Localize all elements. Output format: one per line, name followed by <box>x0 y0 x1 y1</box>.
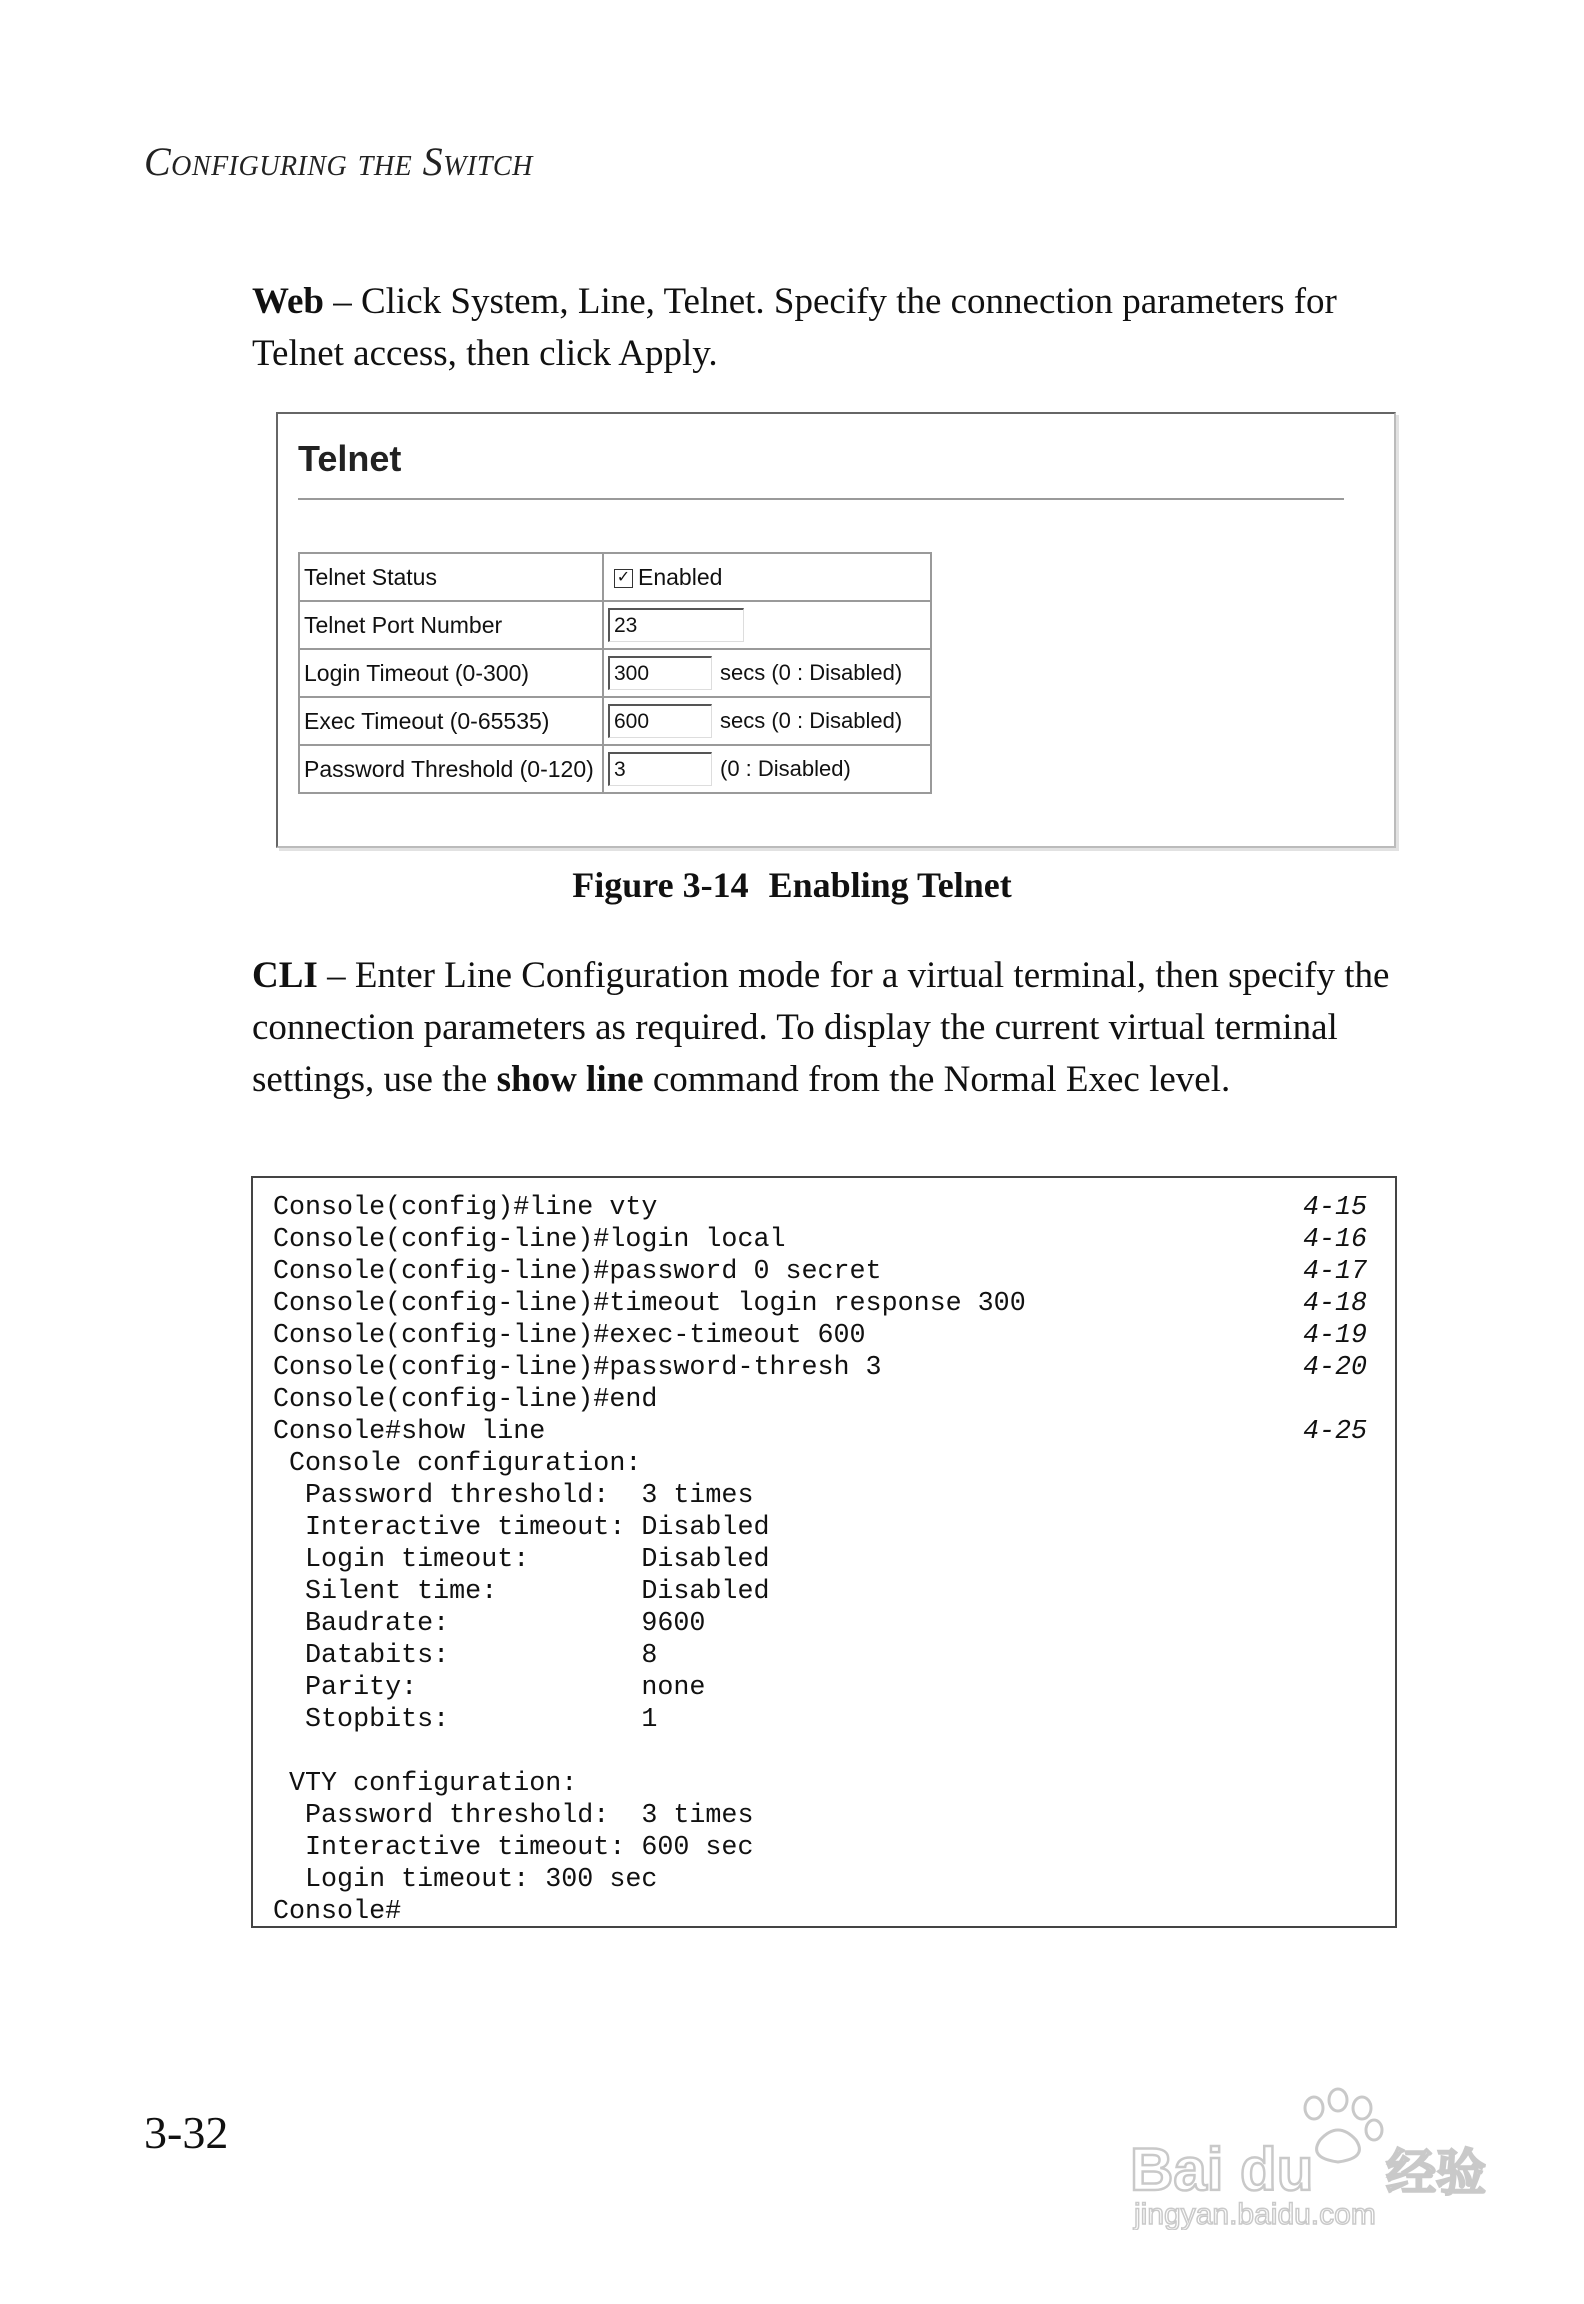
telnet-settings-table <box>298 552 932 794</box>
exec-timeout-label: Exec Timeout (0-65535) <box>299 697 603 745</box>
cli-line-text: Stopbits: 1 <box>273 1705 658 1735</box>
watermark-url: jingyan.baidu.com <box>1134 2198 1376 2230</box>
cli-line <box>273 1192 1367 1224</box>
cli-line-text: Console(config-line)#password 0 secret <box>273 1257 882 1287</box>
cli-line <box>273 1512 1367 1544</box>
cli-line-text: Interactive timeout: 600 sec <box>273 1833 754 1863</box>
login-timeout-label: Login Timeout (0-300) <box>299 649 603 697</box>
password-threshold-hint: (0 : Disabled) <box>720 756 851 781</box>
cli-code-block <box>251 1176 1397 1928</box>
cli-line <box>273 1256 1367 1288</box>
cli-line <box>273 1576 1367 1608</box>
cli-line-text: Console(config-line)#password-thresh 3 <box>273 1353 882 1383</box>
cli-instructions <box>252 950 1412 1106</box>
password-threshold-label: Password Threshold (0-120) <box>299 745 603 793</box>
cli-line <box>273 1288 1367 1320</box>
telnet-port-input[interactable] <box>608 608 744 642</box>
cli-line <box>273 1832 1367 1864</box>
telnet-figure <box>276 412 1396 848</box>
cli-command: show line <box>496 1059 644 1100</box>
login-timeout-row <box>299 649 931 697</box>
paw-toe-1 <box>1305 2097 1323 2119</box>
cli-line-reference: 4-19 <box>1302 1321 1367 1351</box>
cli-line-text: Password threshold: 3 times <box>273 1481 754 1511</box>
login-timeout-cell <box>603 649 931 697</box>
cli-line <box>273 1480 1367 1512</box>
watermark-brand: Bai du <box>1130 2136 1314 2203</box>
exec-timeout-hint: secs (0 : Disabled) <box>720 708 903 733</box>
cli-line <box>273 1352 1367 1384</box>
password-threshold-cell <box>603 745 931 793</box>
cli-line-text: Password threshold: 3 times <box>273 1801 754 1831</box>
cli-line <box>273 1320 1367 1352</box>
telnet-enabled-checkbox[interactable]: ✓ <box>614 569 633 588</box>
paw-toe-4 <box>1366 2120 1382 2140</box>
cli-line-text: Login timeout: 300 sec <box>273 1865 658 1895</box>
cli-line-text: Console#show line <box>273 1417 546 1447</box>
cli-line-reference: 4-25 <box>1302 1417 1367 1447</box>
cli-line-text: Console# <box>273 1897 402 1927</box>
cli-line <box>273 1736 1367 1768</box>
telnet-enabled-label: Enabled <box>638 563 723 590</box>
figure-divider <box>298 498 1344 500</box>
running-head: Configuring the Switch <box>144 139 533 184</box>
page-number: 3-32 <box>144 2107 229 2158</box>
watermark-product: 经验 <box>1386 2144 1486 2202</box>
telnet-port-label: Telnet Port Number <box>299 601 603 649</box>
cli-lead: CLI <box>252 955 318 996</box>
cli-line-reference: 4-20 <box>1302 1353 1367 1383</box>
cli-line <box>273 1704 1367 1736</box>
figure-title: Telnet <box>298 438 402 479</box>
telnet-status-label: Telnet Status <box>299 553 603 601</box>
cli-line-text: Databits: 8 <box>273 1641 658 1671</box>
paw-toe-3 <box>1353 2097 1371 2119</box>
cli-line-reference: 4-18 <box>1302 1289 1367 1319</box>
cli-line <box>273 1448 1367 1480</box>
cli-line-text: VTY configuration: <box>273 1769 578 1799</box>
telnet-status-cell <box>603 553 931 601</box>
web-lead: Web <box>252 281 324 322</box>
cli-line <box>273 1640 1367 1672</box>
cli-line <box>273 1672 1367 1704</box>
cli-line-text: Parity: none <box>273 1673 706 1703</box>
figure-caption-title: Enabling Telnet <box>768 865 1012 905</box>
baidu-jingyan-watermark <box>1124 2080 1504 2230</box>
cli-text-2: command from the Normal Exec level. <box>643 1059 1231 1100</box>
cli-line-reference: 4-16 <box>1302 1225 1367 1255</box>
cli-line-text: Baudrate: 9600 <box>273 1609 706 1639</box>
cli-line-text: Console configuration: <box>273 1449 642 1479</box>
password-threshold-row <box>299 745 931 793</box>
cli-line-text: Silent time: Disabled <box>273 1577 770 1607</box>
exec-timeout-input[interactable] <box>608 704 712 738</box>
cli-line <box>273 1544 1367 1576</box>
password-threshold-input[interactable] <box>608 752 712 786</box>
cli-line <box>273 1384 1367 1416</box>
cli-line-reference: 4-15 <box>1302 1193 1367 1223</box>
cli-line <box>273 1768 1367 1800</box>
figure-caption <box>0 864 1584 906</box>
paw-toe-2 <box>1329 2089 1347 2111</box>
cli-line-reference: 4-17 <box>1302 1257 1367 1287</box>
exec-timeout-cell <box>603 697 931 745</box>
cli-line-text: Login timeout: Disabled <box>273 1545 770 1575</box>
cli-line-text: Console(config-line)#timeout login response 300 <box>273 1289 1026 1319</box>
login-timeout-hint: secs (0 : Disabled) <box>720 660 903 685</box>
cli-line <box>273 1608 1367 1640</box>
web-instructions <box>252 276 1412 380</box>
cli-line-text: Console(config)#line vty <box>273 1193 658 1223</box>
cli-line-text: Console(config-line)#exec-timeout 600 <box>273 1321 866 1351</box>
cli-line <box>273 1864 1367 1896</box>
cli-text-1: – Enter Line Configuration mode for a virtual terminal, then specify the connection parameters as required. To display the current virtual terminal settings, use the <box>252 955 1390 1100</box>
login-timeout-input[interactable] <box>608 656 712 690</box>
cli-line-text: Console(config-line)#end <box>273 1385 658 1415</box>
web-text: – Click System, Line, Telnet. Specify the connection parameters for Telnet access, then click Apply. <box>252 281 1337 374</box>
telnet-port-cell <box>603 601 931 649</box>
cli-line-text: Interactive timeout: Disabled <box>273 1513 770 1543</box>
cli-line <box>273 1416 1367 1448</box>
telnet-status-row <box>299 553 931 601</box>
paw-pad <box>1317 2130 1360 2162</box>
cli-line <box>273 1800 1367 1832</box>
cli-line-text: Console(config-line)#login local <box>273 1225 786 1255</box>
cli-line <box>273 1224 1367 1256</box>
telnet-port-row <box>299 601 931 649</box>
exec-timeout-row <box>299 697 931 745</box>
figure-caption-number: Figure 3-14 <box>572 865 749 905</box>
cli-line <box>273 1896 1367 1928</box>
